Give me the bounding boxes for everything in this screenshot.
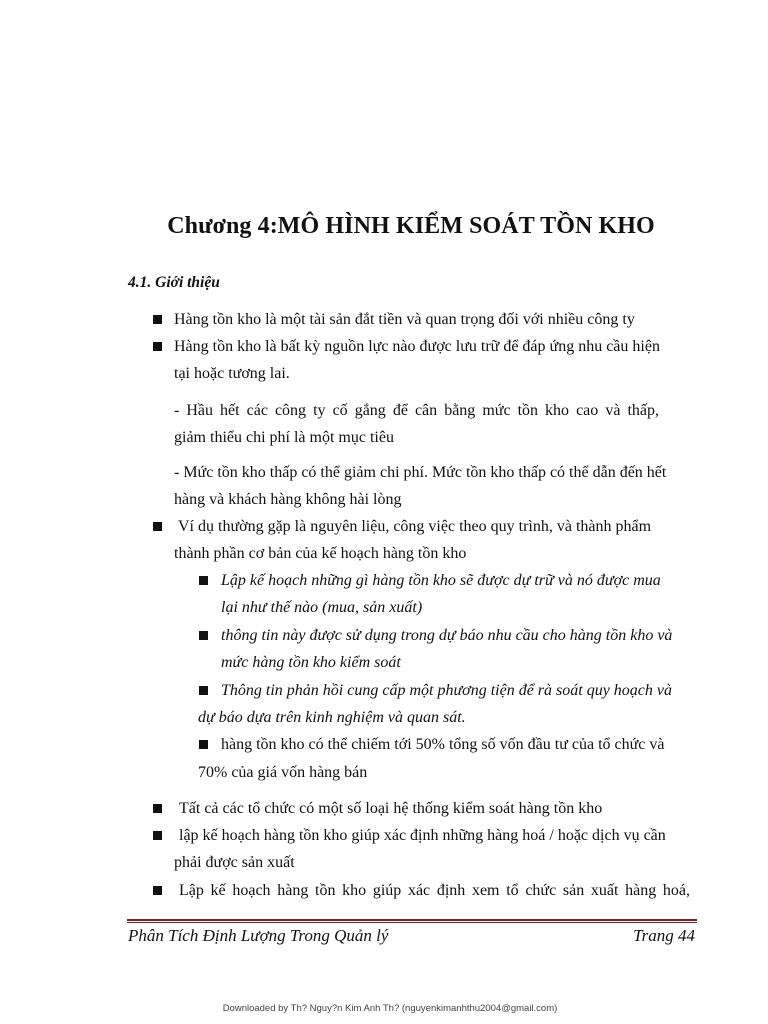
text-line: mức hàng tồn kho kiểm soát bbox=[221, 654, 401, 671]
text-line: - Hầu hết các công ty cố gắng để cân bằng mức tồn kho cao và thấp, bbox=[174, 402, 659, 419]
text-line: thành phần cơ bản của kế hoạch hàng tồn kho bbox=[174, 545, 467, 562]
bullet-square-icon bbox=[153, 315, 162, 324]
text-line: lập kế hoạch hàng tồn kho giúp xác định những hàng hoá / hoặc dịch vụ cần bbox=[179, 827, 666, 844]
bullet-square-icon bbox=[153, 886, 162, 895]
text-line: thông tin này được sử dụng trong dự báo nhu cầu cho hàng tồn kho và bbox=[221, 627, 673, 644]
bullet-square-icon bbox=[153, 831, 162, 840]
bullet-square-icon bbox=[199, 576, 208, 585]
bullet-square-icon bbox=[153, 342, 162, 351]
text-line: Lập kế hoạch những gì hàng tồn kho sẽ được dự trữ và nó được mua bbox=[221, 572, 661, 589]
text-line: - Mức tồn kho thấp có thể giảm chi phí. Mức tồn kho thấp có thể dẫn đến hết bbox=[174, 464, 667, 481]
bullet-square-icon bbox=[153, 522, 162, 531]
bullet-square-icon bbox=[199, 631, 208, 640]
section-heading: 4.1. Giới thiệu bbox=[128, 274, 220, 291]
text-line: hàng tồn kho có thể chiếm tới 50% tổng số vốn đầu tư của tổ chức và bbox=[221, 736, 665, 753]
text-line: lại như thế nào (mua, sản xuất) bbox=[221, 599, 423, 616]
bullet-square-icon bbox=[199, 740, 208, 749]
text-line: tại hoặc tương lai. bbox=[174, 365, 290, 382]
text-line: dự báo dựa trên kinh nghiệm và quan sát. bbox=[198, 709, 466, 726]
text-line: phải được sản xuất bbox=[174, 854, 295, 871]
text-line: Ví dụ thường gặp là nguyên liệu, công việc theo quy trình, và thành phẩm bbox=[178, 518, 652, 535]
download-note: Downloaded by Th? Nguy?n Kim Anh Th? (nguyenkimanhthu2004@gmail.com) bbox=[222, 1003, 558, 1014]
text-line: Lập kế hoạch hàng tồn kho giúp xác định xem tổ chức sản xuất hàng hoá, bbox=[179, 882, 690, 899]
page-number: Trang 44 bbox=[633, 926, 695, 945]
footer-title: Phân Tích Định Lượng Trong Quản lý bbox=[128, 926, 389, 945]
bullet-square-icon bbox=[153, 804, 162, 813]
text-line: giảm thiểu chi phí là một mục tiêu bbox=[174, 429, 394, 446]
chapter-title: Chương 4:MÔ HÌNH KIỂM SOÁT TỒN KHO bbox=[167, 213, 655, 239]
text-line: Tất cả các tổ chức có một số loại hệ thống kiểm soát hàng tồn kho bbox=[179, 800, 603, 817]
footer-rule bbox=[127, 919, 697, 921]
text-line: Thông tin phản hồi cung cấp một phương tiện để rà soát quy hoạch và bbox=[221, 682, 672, 699]
bullet-square-icon bbox=[199, 686, 208, 695]
text-line: Hàng tồn kho là bất kỳ nguồn lực nào được lưu trữ để đáp ứng nhu cầu hiện bbox=[174, 338, 660, 355]
text-line: 70% của giá vốn hàng bán bbox=[198, 764, 368, 781]
text-line: Hàng tồn kho là một tài sản đắt tiền và quan trọng đối với nhiều công ty bbox=[174, 311, 635, 328]
footer-rule bbox=[127, 922, 697, 923]
text-line: hàng và khách hàng không hài lòng bbox=[174, 491, 402, 508]
